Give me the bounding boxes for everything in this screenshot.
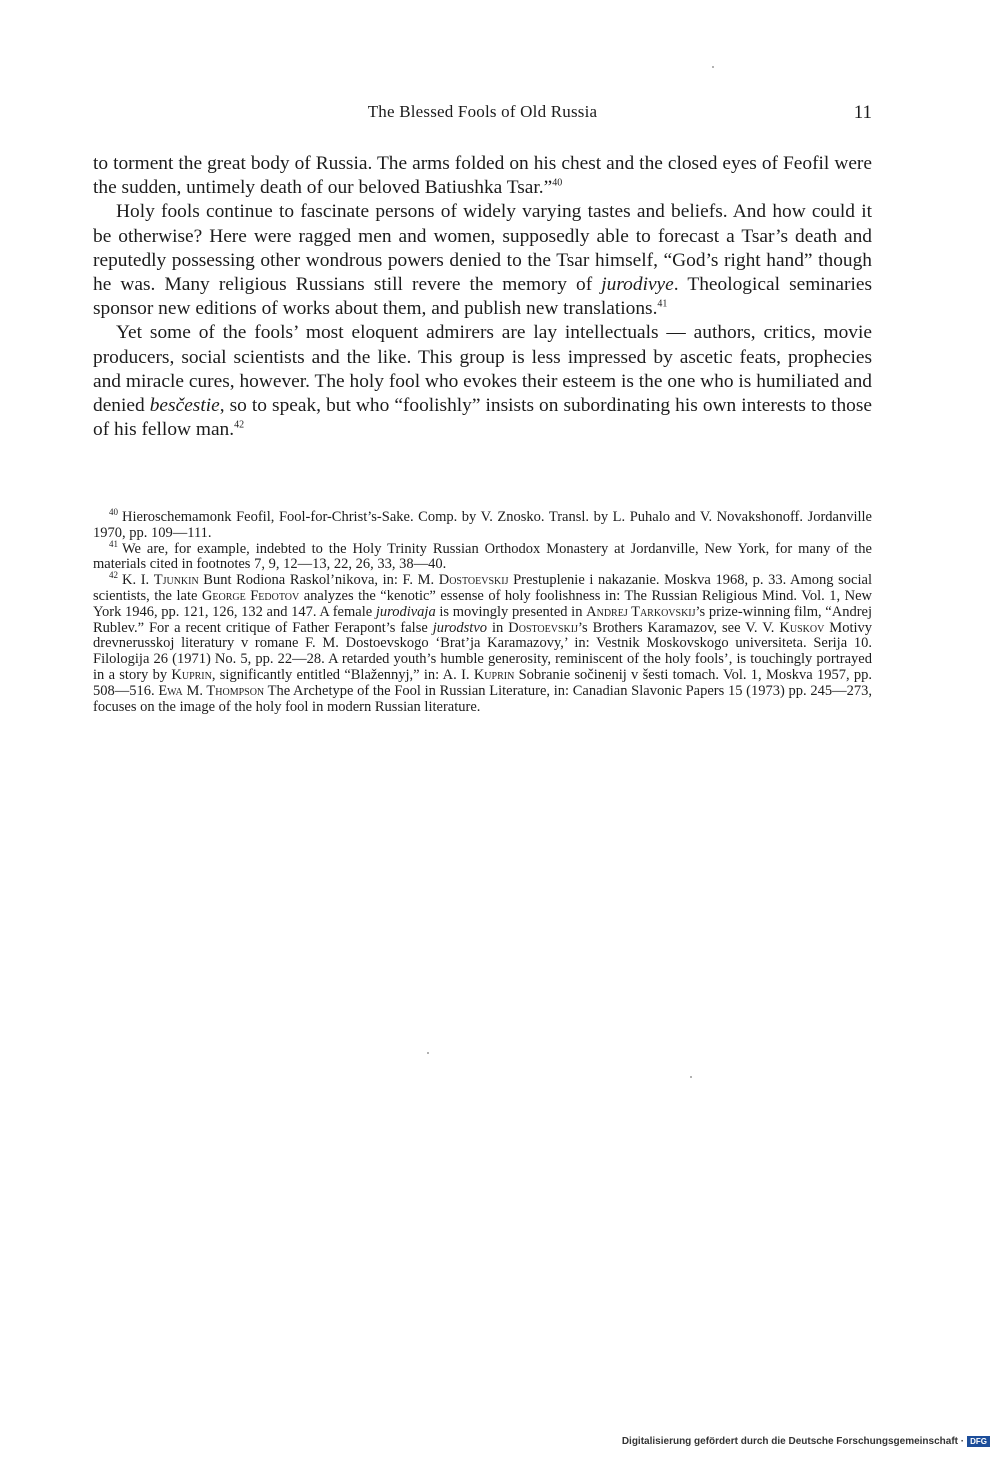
dfg-logo: DFG xyxy=(967,1436,990,1447)
paragraph: Yet some of the fools’ most eloquent admirers are lay intellectuals — authors, critics, movie producers, social scientists and the like. This group is less impressed by ascetic feats, prophecies and miracle cures, however. The holy fool who evokes their esteem is the one who is humiliated and denied besčestie, so to speak, but who “foolishly” insists on subordinating his own interests to those of his fellow man.$^{42}$ xyxy=(93,322,872,441)
author-name: Ewa M. Thompson xyxy=(158,682,265,699)
footnote-42: $^{42}$ K. I. Tjunkin Bunt Rodiona Raskol’nikova, in: F. M. Dostoevskij Prestuplenie i nakazanie. Moskva 1968, p. 33. Among social scientists, the late George Fedotov analyzes the “kenotic” essense of holy foolishness in: The Russian Religious Mind. Vol. 1, New York 1946, pp. 121, 126, 132 and 147. A female jurodivaja is movingly presented in Andrej Tarkovskij’s prize-winning film, “Andrej Rublev.” For a recent critique of Father Ferapont’s false jurodstvo in Dostoevskij’s Brothers Karamazov, see V. V. Kuskov Motivy drevnerusskoj literatury v romane F. M. Dostoevskogo ‘Brat’ja Karamazovy,’ in: Vestnik Moskovskogo universiteta. Serija 10. Filologija 26 (1971) No. 5, pp. 22—28. A retarded youth’s humble generosity, reminiscent of the holy fools’, is touchingly portrayed in a story by Kuprin, significantly entitled “Blažennyj,” in: A. I. Kuprin Sobranie sočinenij v šesti tomach. Vol. 1, Moskva 1957, pp. 508—516. Ewa M. Thompson The Archetype of the Fool in Russian Literature, in: Canadian Slavonic Papers 15 (1973) pp. 245—273, focuses on the image of the holy fool in modern Russian literature. xyxy=(93,570,873,715)
paragraph: to torment the great body of Russia. The arms folded on his chest and the closed eyes of Feofil were the sudden, untimely death of our beloved Batiushka Tsar.”$^{40}$ xyxy=(93,153,872,199)
author-name: Tjunkin xyxy=(153,572,199,589)
author-name: Kuprin xyxy=(473,666,515,683)
footnote-41: $^{41}$ We are, for example, indebted to the Holy Trinity Russian Orthodox Monastery at Jordanville, New York, for many of the materials cited in footnotes 7, 9, 12—13, 22, 26, 33, 38—40. xyxy=(93,538,872,573)
footnote-number: 40 xyxy=(109,507,118,518)
scan-speck xyxy=(427,1052,429,1054)
footnote-number: 41 xyxy=(109,538,118,549)
paragraph: Holy fools continue to fascinate persons of widely varying tastes and beliefs. And how could it be otherwise? Here were ragged men and women, supposedly able to forecast a Tsar’s death and reputedly possessing other wondrous powers denied to the Tsar himself, “God’s right hand” though he was. Many religious Russians still revere the memory of jurodivye. Theological seminaries sponsor new editions of works about them, and publish new translations.$^{41}$ xyxy=(93,201,872,320)
running-title: The Blessed Fools of Old Russia xyxy=(367,102,598,121)
author-name: Dostoevskij xyxy=(438,572,509,589)
scan-speck xyxy=(690,1076,692,1078)
footnote-ref-41[interactable]: 41 xyxy=(657,298,668,310)
running-header xyxy=(93,102,872,132)
scan-speck xyxy=(712,66,714,68)
body-text xyxy=(93,152,872,442)
author-name: Andrej Tarkovskij xyxy=(586,603,696,620)
digitization-credit xyxy=(622,1436,990,1447)
author-name: George Fedotov xyxy=(201,587,300,604)
author-name: Kuprin xyxy=(171,666,212,683)
author-name: Dostoevskij xyxy=(508,619,578,636)
footnote-40: $^{40}$ Hieroschemamonk Feofil, Fool-for-Christ’s-Sake. Comp. by V. Znosko. Transl. by L. Puhalo and V. Novakshonoff. Jordanville 1970, pp. 109—111. xyxy=(93,507,872,541)
italic-term: besčestie xyxy=(149,395,220,417)
footnote-number: 42 xyxy=(109,570,118,581)
credit-text: Digitalisierung gefördert durch die Deutsche Forschungsgemeinschaft · xyxy=(621,1436,965,1447)
footnote-ref-42[interactable]: 42 xyxy=(234,419,245,431)
italic-term: jurodivaja xyxy=(375,603,436,620)
footnotes xyxy=(93,507,873,715)
italic-term: jurodivye xyxy=(601,274,674,296)
footnote-ref-40[interactable]: 40 xyxy=(552,177,563,189)
author-name: Kuskov xyxy=(779,619,825,636)
page-number: 11 xyxy=(853,102,872,123)
italic-term: jurodstvo xyxy=(432,619,488,636)
